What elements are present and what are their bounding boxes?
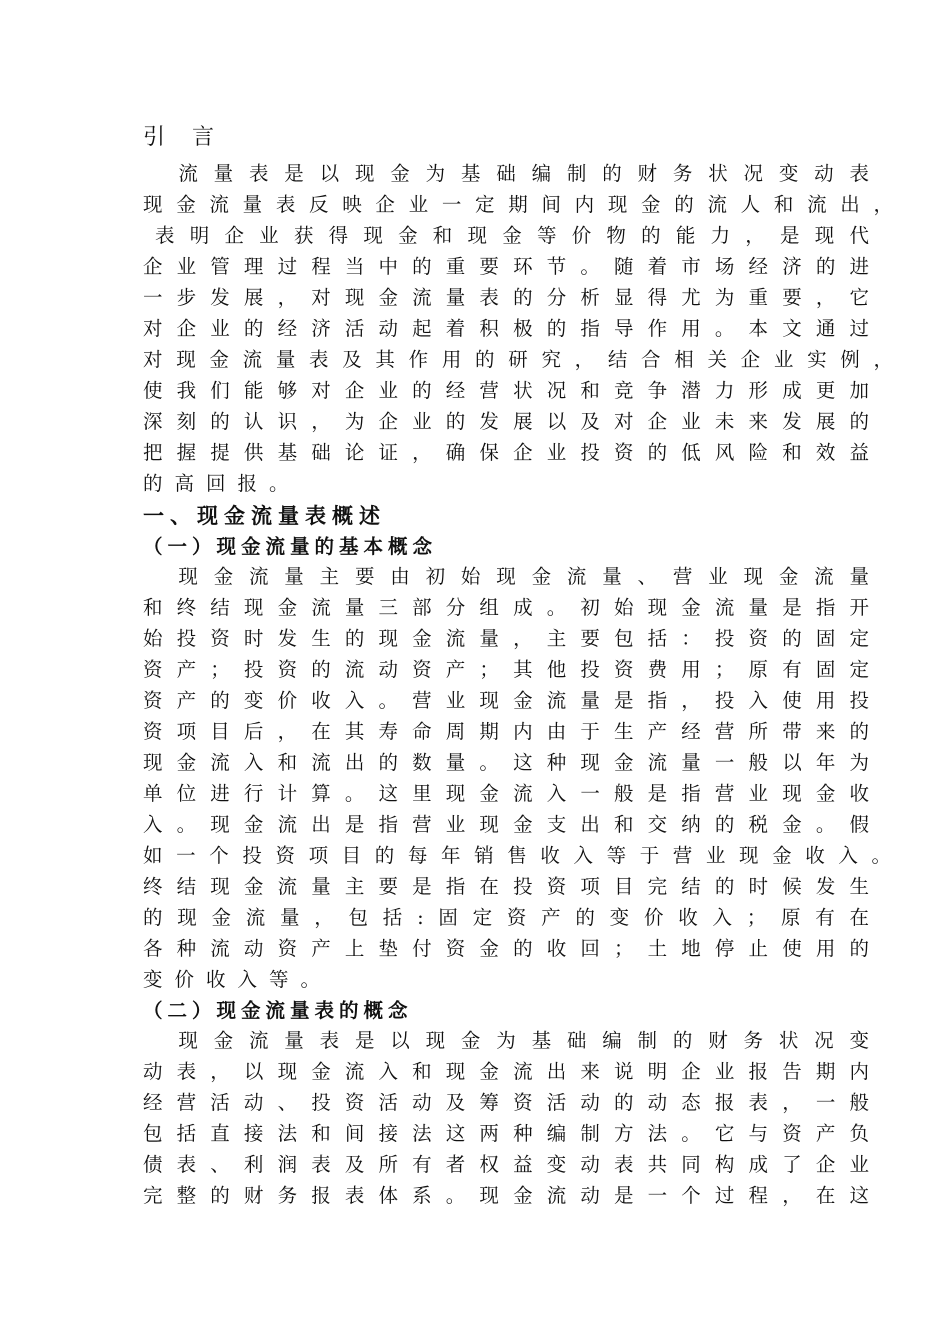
section1-line-2: 和终结现金流量三部分组成。初始现金流量是指开 — [143, 596, 869, 619]
intro-line-11: 的高回报。 — [143, 472, 301, 495]
intro-line-7: 对现金流量表及其作用的研究，结合相关企业实例， — [143, 348, 893, 371]
section1-line-4: 资产；投资的流动资产；其他投资费用；原有固定 — [143, 658, 869, 681]
section2-line-1: 现金流量表是以现金为基础编制的财务状况变 — [143, 1029, 869, 1052]
section1-line-13: 各种流动资产上垫付资金的收回；土地停止使用的 — [143, 937, 869, 960]
section2-line-6: 完整的财务报表体系。现金流动是一个过程，在这 — [143, 1184, 869, 1207]
intro-line-8: 使我们能够对企业的经营状况和竞争潜力形成更加 — [143, 379, 869, 402]
section1-line-14: 变价收入等。 — [143, 968, 333, 991]
intro-line-3: 表明企业获得现金和现金等价物的能力，是现代 — [155, 224, 869, 247]
intro-line-9: 深刻的认识，为企业的发展以及对企业未来发展的 — [143, 410, 869, 433]
intro-line-4: 企业管理过程当中的重要环节。随着市场经济的进 — [143, 255, 869, 278]
section1-line-6: 资项目后，在其寿命周期内由于生产经营所带来的 — [143, 720, 869, 743]
section2-line-4: 包括直接法和间接法这两种编制方法。它与资产负 — [143, 1122, 869, 1145]
intro-line-6: 对企业的经济活动起着积极的指导作用。本文通过 — [143, 317, 869, 340]
section1-line-9: 入。现金流出是指营业现金支出和交纳的税金。假 — [143, 813, 869, 836]
section2-line-5: 债表、利润表及所有者权益变动表共同构成了企业 — [143, 1153, 869, 1176]
section1-line-5: 资产的变价收入。营业现金流量是指，投入使用投 — [143, 689, 869, 712]
section2-heading: （二）现金流量表的概念 — [143, 999, 413, 1022]
section1-line-8: 单位进行计算。这里现金流入一般是指营业现金收 — [143, 782, 869, 805]
intro-line-2: 现金流量表反映企业一定期间内现金的流人和流出， — [143, 193, 893, 216]
section1-line-11: 终结现金流量主要是指在投资项目完结的时候发生 — [143, 875, 869, 898]
section1-line-3: 始投资时发生的现金流量，主要包括：投资的固定 — [143, 627, 869, 650]
section1-line-10: 如一个投资项目的每年销售收入等于营业现金收入。 — [143, 844, 891, 867]
intro-heading: 引 言 — [143, 125, 224, 150]
intro-line-1: 流量表是以现金为基础编制的财务状况变动表 — [143, 162, 869, 185]
chapter1-heading: 一、现金流量表概述 — [143, 504, 386, 528]
section2-line-3: 经营活动、投资活动及筹资活动的动态报表，一般 — [143, 1091, 869, 1114]
intro-line-10: 把握提供基础论证，确保企业投资的低风险和效益 — [143, 441, 869, 464]
intro-line-5: 一步发展，对现金流量表的分析显得尤为重要，它 — [143, 286, 869, 309]
section1-line-1: 现金流量主要由初始现金流量、营业现金流量 — [143, 565, 869, 588]
section1-line-12: 的现金流量，包括:固定资产的变价收入；原有在 — [143, 906, 869, 929]
section2-line-2: 动表，以现金流入和现金流出来说明企业报告期内 — [143, 1060, 869, 1083]
section1-heading: （一）现金流量的基本概念 — [143, 535, 438, 558]
section1-line-7: 现金流入和流出的数量。这种现金流量一般以年为 — [143, 751, 869, 774]
